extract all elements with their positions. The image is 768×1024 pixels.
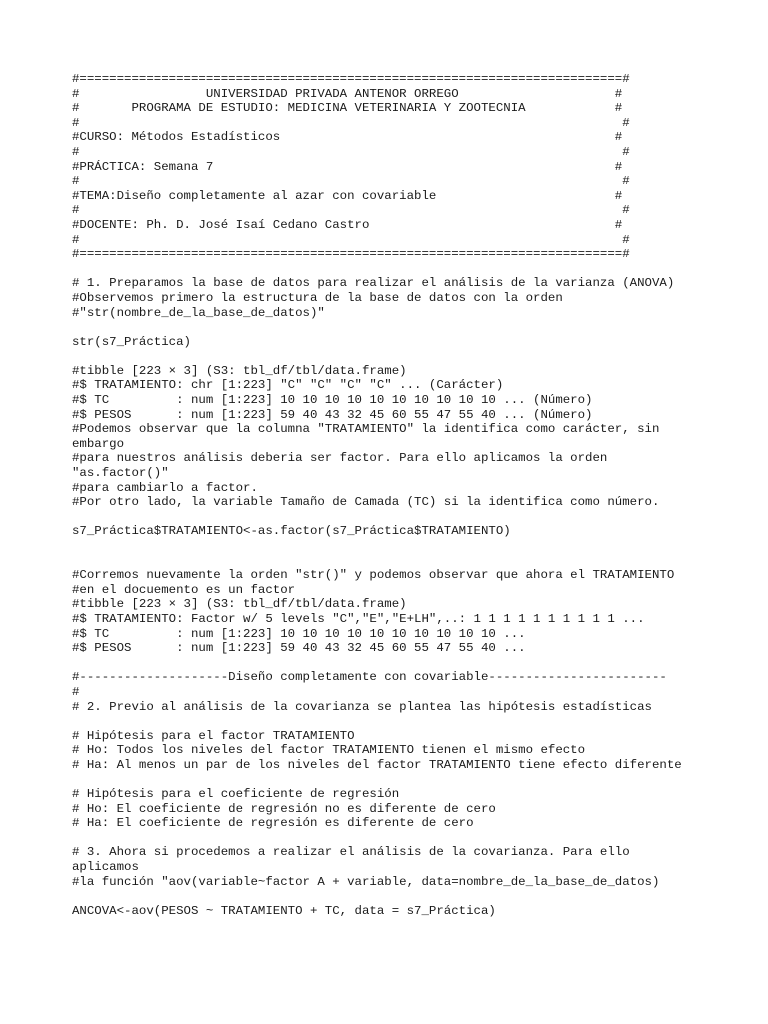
blank-line [72,889,752,904]
text-line: #en el docuemento es un factor [72,582,296,597]
text-line: # Ha: El coeficiente de regresión es diferente de cero [72,816,474,831]
text-line: #$ TC : num [1:223] 10 10 10 10 10 10 10 10 10 10 ... [72,626,526,641]
text-line: #tibble [223 × 3] (S3: tbl_df/tbl/data.frame) [72,597,407,612]
text-line: # # [72,174,630,189]
text-line: #"str(nombre_de_la_base_de_datos)" [72,305,325,320]
text-line: # # [72,232,630,247]
text-line: # # [72,115,630,130]
text-line: #$ TC : num [1:223] 10 10 10 10 10 10 10 10 10 10 ... (Número) [72,393,593,408]
text-line: # 1. Preparamos la base de datos para realizar el análisis de la varianza (ANOVA) [72,276,675,291]
text-line: #Por otro lado, la variable Tamaño de Camada (TC) si la identifica como número. [72,495,660,510]
text-line: #$ TRATAMIENTO: Factor w/ 5 levels "C","E","E+LH",..: 1 1 1 1 1 1 1 1 1 1 ... [72,611,645,626]
text-line: ANCOVA<-aov(PESOS ~ TRATAMIENTO + TC, data = s7_Práctica) [72,903,496,918]
text-line: #=========================================================================# [72,72,630,86]
text-line: # Ha: Al menos un par de los niveles del factor TRATAMIENTO tiene efecto diferente [72,757,682,772]
text-line: aplicamos [72,860,139,875]
text-line: #tibble [223 × 3] (S3: tbl_df/tbl/data.frame) [72,363,407,378]
text-line: #=========================================================================# [72,247,630,262]
text-line: #Corremos nuevamente la orden "str()" y podemos observar que ahora el TRATAMIENTO [72,568,675,583]
text-line: #$ PESOS : num [1:223] 59 40 43 32 45 60 55 47 55 40 ... [72,641,526,656]
text-line: # Hipótesis para el coeficiente de regresión [72,787,400,802]
text-line: # 3. Ahora si procedemos a realizar el análisis de la covarianza. Para ello [72,845,630,860]
text-line: "as.factor()" [72,466,169,481]
text-line: #TEMA:Diseño completamente al azar con covariable # [72,188,623,203]
text-line: # Ho: Todos los niveles del factor TRATAMIENTO tienen el mismo efecto [72,743,586,758]
text-line: # UNIVERSIDAD PRIVADA ANTENOR ORREGO # [72,86,623,101]
blank-line [72,539,752,554]
blank-line [72,320,752,335]
blank-line [72,510,752,525]
text-line: s7_Práctica$TRATAMIENTO<-as.factor(s7_Práctica$TRATAMIENTO) [72,524,511,539]
text-line: # Hipótesis para el factor TRATAMIENTO [72,728,355,743]
text-line: #$ PESOS : num [1:223] 59 40 43 32 45 60 55 47 55 40 ... (Número) [72,407,593,422]
text-line: # PROGRAMA DE ESTUDIO: MEDICINA VETERINARIA Y ZOOTECNIA # [72,101,623,116]
text-line: # [72,684,80,699]
text-line: # 2. Previo al análisis de la covarianza se plantea las hipótesis estadísticas [72,699,652,714]
text-line: #Podemos observar que la columna "TRATAMIENTO" la identifica como carácter, sin [72,422,660,437]
text-line: #CURSO: Métodos Estadísticos # [72,130,623,145]
blank-line [72,262,752,277]
text-line: #para nuestros análisis deberia ser factor. Para ello aplicamos la orden [72,451,608,466]
blank-line [72,714,752,729]
text-line: #$ TRATAMIENTO: chr [1:223] "C" "C" "C" "C" ... (Carácter) [72,378,504,393]
text-line: #Observemos primero la estructura de la base de datos con la orden [72,290,563,305]
text-line: #la función "aov(variable~factor A + variable, data=nombre_de_la_base_de_datos) [72,874,660,889]
text-line: #PRÁCTICA: Semana 7 # [72,159,623,174]
text-line: embargo [72,436,125,451]
blank-line [72,656,752,671]
text-line: # # [72,144,630,159]
text-line: # # [72,203,630,218]
text-line: #DOCENTE: Ph. D. José Isaí Cedano Castro # [72,217,623,232]
text-line: str(s7_Práctica) [72,334,191,349]
blank-line [72,773,752,788]
text-line: #para cambiarlo a factor. [72,480,258,495]
blank-line [72,831,752,846]
text-line: # Ho: El coeficiente de regresión no es diferente de cero [72,801,496,816]
blank-line [72,554,752,569]
document-page [72,72,752,918]
blank-line [72,349,752,364]
text-line: #--------------------Diseño completamente con covariable------------------------ [72,670,667,685]
